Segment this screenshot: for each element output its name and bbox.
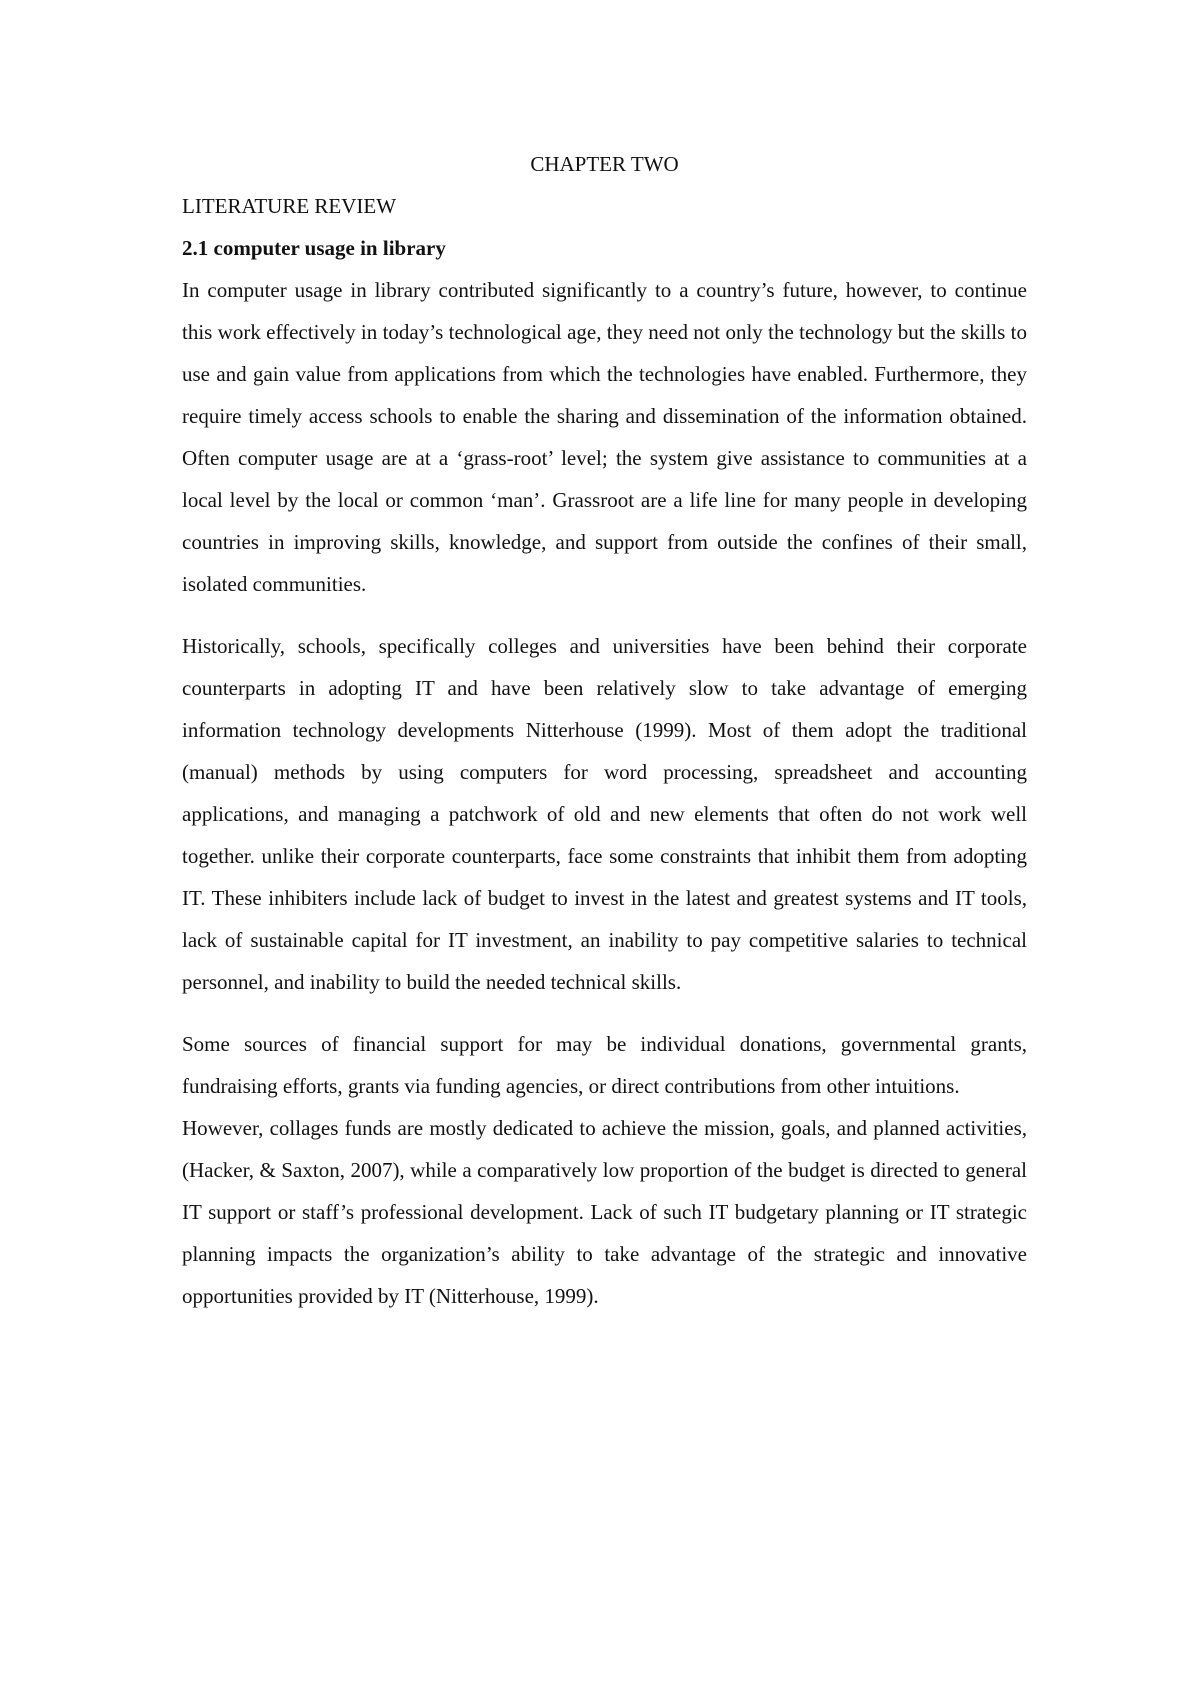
paragraph: However, collages funds are mostly dedicated to achieve the mission, goals, and planned activities, (Hacker, & Saxton, 2007), while a comparatively low proportion of the budget is directed to general IT support or staff’s professional development. Lack of such IT budgetary planning or IT strategic planning impacts the organization’s ability to take advantage of the strategic and innovative opportunities provided by IT (Nitterhouse, 1999). (182, 1116, 1027, 1308)
document-body (182, 143, 1027, 1317)
chapter-title: CHAPTER TWO (530, 152, 679, 176)
paragraph: In computer usage in library contributed significantly to a country’s future, however, to continue this work effectively in today’s technological age, they need not only the technology but the skills to use and gain value from applications from which the technologies have enabled. Furthermore, they require timely access schools to enable the sharing and dissemination of the information obtained. Often computer usage are at a ‘grass-root’ level; the system give assistance to communities at a local level by the local or common ‘man’. Grassroot are a life line for many people in developing countries in improving skills, knowledge, and support from outside the confines of their small, isolated communities. (182, 278, 1027, 596)
paragraph: Some sources of financial support for may be individual donations, governmental grants, fundraising efforts, grants via funding agencies, or direct contributions from other intuitions. (182, 1032, 1027, 1098)
paragraph: Historically, schools, specifically colleges and universities have been behind their corporate counterparts in adopting IT and have been relatively slow to take advantage of emerging information technology developments Nitterhouse (1999). Most of them adopt the traditional (manual) methods by using computers for word processing, spreadsheet and accounting applications, and managing a patchwork of old and new elements that often do not work well together. unlike their corporate counterparts, face some constraints that inhibit them from adopting IT. These inhibiters include lack of budget to invest in the latest and greatest systems and IT tools, lack of sustainable capital for IT investment, an inability to pay competitive salaries to technical personnel, and inability to build the needed technical skills. (182, 634, 1027, 994)
subsection-heading: 2.1 computer usage in library (182, 236, 446, 260)
section-title: LITERATURE REVIEW (182, 194, 397, 218)
